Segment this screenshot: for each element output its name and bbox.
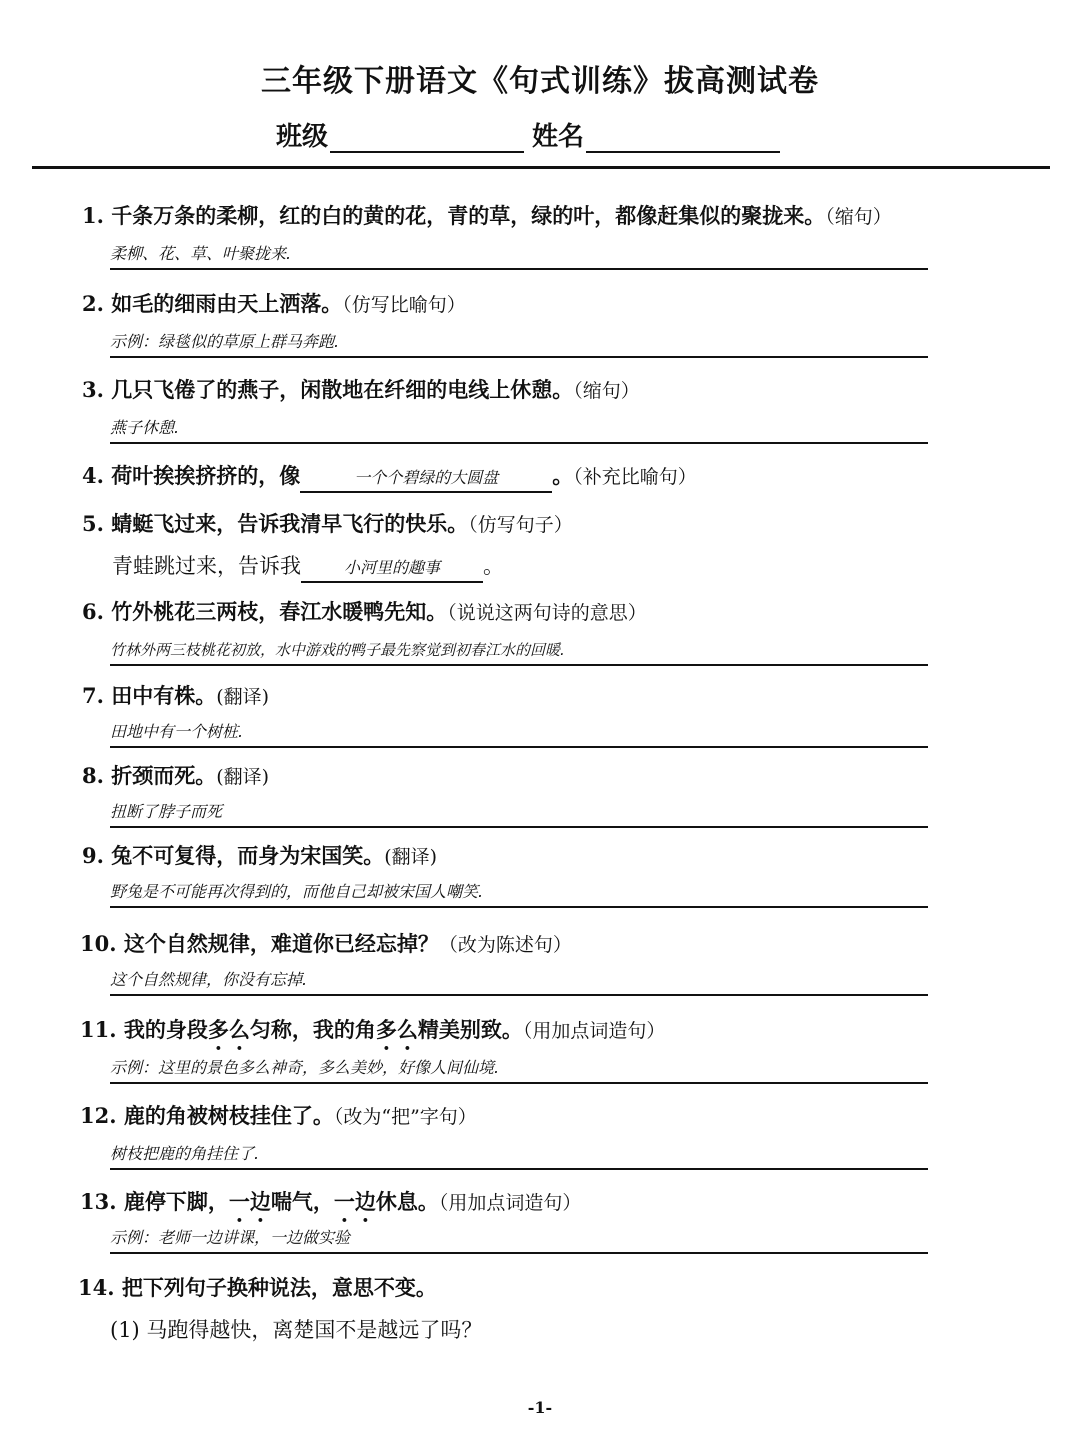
question-5-blank[interactable]: 小河里的趣事 <box>301 555 483 583</box>
question-7-hint: (翻译) <box>216 686 270 708</box>
question-14-text: 14. 把下列句子换种说法，意思不变。 <box>78 1275 437 1300</box>
answer-9[interactable]: 野兔是不可能再次得到的，而他自己却被宋国人嘲笑. <box>110 880 928 908</box>
answer-3[interactable]: 燕子休憩. <box>110 416 928 444</box>
question-1-hint: （缩句） <box>825 206 892 228</box>
answer-12[interactable]: 树枝把鹿的角挂住了. <box>110 1142 928 1170</box>
question-4-hint: （补充比喻句） <box>573 466 697 488</box>
name-blank[interactable] <box>586 121 780 153</box>
question-8 <box>82 760 269 790</box>
question-13-text-mid: 喘气， <box>270 1189 334 1214</box>
question-2-hint: （仿写比喻句） <box>342 294 466 316</box>
question-11-dotted-word-1: 多么 <box>207 1017 250 1042</box>
question-10-hint: （改为陈述句） <box>438 934 572 956</box>
answer-10[interactable]: 这个自然规律，你没有忘掉. <box>110 968 928 996</box>
question-12-text: 12. 鹿的角被树枝挂住了。 <box>80 1103 334 1128</box>
question-13-text: 13. 鹿停下脚， <box>80 1189 229 1214</box>
answer-6[interactable]: 竹林外两三枝桃花初放，水中游戏的鸭子最先察觉到初春江水的回暖. <box>110 638 928 666</box>
question-6-hint: （说说这两句诗的意思） <box>447 602 647 624</box>
question-5-text: 5. 蜻蜓飞过来，告诉我清早飞行的快乐。 <box>82 511 469 536</box>
question-9-text: 9. 兔不可复得，而身为宋国笑。 <box>82 843 385 868</box>
question-13-dotted-word-1: 一边 <box>228 1189 271 1214</box>
answer-2[interactable]: 示例：绿毯似的草原上群马奔跑. <box>110 330 928 358</box>
header-divider <box>32 166 1050 169</box>
question-12 <box>80 1100 477 1130</box>
answer-11[interactable]: 示例：这里的景色多么神奇，多么美妙，好像人间仙境. <box>110 1056 928 1084</box>
question-5-hint: （仿写句子） <box>468 514 573 536</box>
question-6-text: 6. 竹外桃花三两枝，春江水暖鸭先知。 <box>82 599 448 624</box>
question-1 <box>82 200 892 230</box>
question-11-dotted-word-2: 多么 <box>375 1017 418 1042</box>
page-number: -1- <box>527 1398 553 1417</box>
question-1-text: 1. 千条万条的柔柳，红的白的黄的花，青的草，绿的叶，都像赶集似的聚拢来。 <box>82 203 826 228</box>
page-title: 三年级下册语文《句式训练》拔高测试卷 <box>261 64 819 99</box>
question-4-blank[interactable]: 一个个碧绿的大圆盘 <box>300 465 552 493</box>
question-3-text: 3. 几只飞倦了的燕子，闲散地在纤细的电线上休憩。 <box>82 377 574 402</box>
question-13-dotted-word-2: 一边 <box>333 1189 376 1214</box>
question-5 <box>82 508 573 538</box>
question-6 <box>82 596 647 626</box>
question-9 <box>82 840 437 870</box>
question-5-prompt: 青蛙跳过来，告诉我 <box>112 554 301 578</box>
question-10 <box>80 928 572 958</box>
question-8-hint: (翻译) <box>216 766 270 788</box>
question-5-end: 。 <box>483 554 504 578</box>
question-10-text: 10. 这个自然规律，难道你已经忘掉？ <box>80 931 439 956</box>
question-2-text: 2. 如毛的细雨由天上洒落。 <box>82 291 343 316</box>
class-label: 班级 <box>276 122 329 152</box>
question-13-text-end: 休息。 <box>375 1189 439 1214</box>
answer-7[interactable]: 田地中有一个树桩. <box>110 720 928 748</box>
question-7 <box>82 680 269 710</box>
question-3 <box>82 374 640 404</box>
answer-1[interactable]: 柔柳、花、草、叶聚拢来. <box>110 242 928 270</box>
question-8-text: 8. 折颈而死。 <box>82 763 217 788</box>
question-13 <box>80 1186 581 1227</box>
name-field <box>532 116 780 153</box>
class-blank[interactable] <box>330 121 524 153</box>
name-label: 姓名 <box>532 122 585 152</box>
question-9-hint: (翻译) <box>384 846 438 868</box>
question-12-hint: （改为“把”字句） <box>333 1106 477 1128</box>
question-4-text: 4. 荷叶挨挨挤挤的，像 <box>82 463 301 488</box>
question-4 <box>82 460 697 493</box>
question-2 <box>82 288 466 318</box>
question-11 <box>80 1014 665 1055</box>
question-14-part-1: (1) 马跑得越快，离楚国不是越远了吗？ <box>110 1318 483 1342</box>
question-5-line-2 <box>112 550 504 583</box>
class-field <box>276 116 524 153</box>
question-11-hint: （用加点词造句） <box>522 1020 666 1042</box>
question-4-end: 。 <box>552 463 574 488</box>
question-3-hint: （缩句） <box>573 380 640 402</box>
question-11-text: 11. 我的身段 <box>80 1017 208 1042</box>
answer-13[interactable]: 示例：老师一边讲课，一边做实验 <box>110 1226 928 1254</box>
question-11-text-end: 精美别致。 <box>417 1017 523 1042</box>
question-11-text-mid: 匀称，我的角 <box>249 1017 376 1042</box>
question-13-hint: （用加点词造句） <box>438 1192 582 1214</box>
answer-8[interactable]: 扭断了脖子而死 <box>110 800 928 828</box>
question-7-text: 7. 田中有株。 <box>82 683 217 708</box>
question-14 <box>78 1272 437 1302</box>
